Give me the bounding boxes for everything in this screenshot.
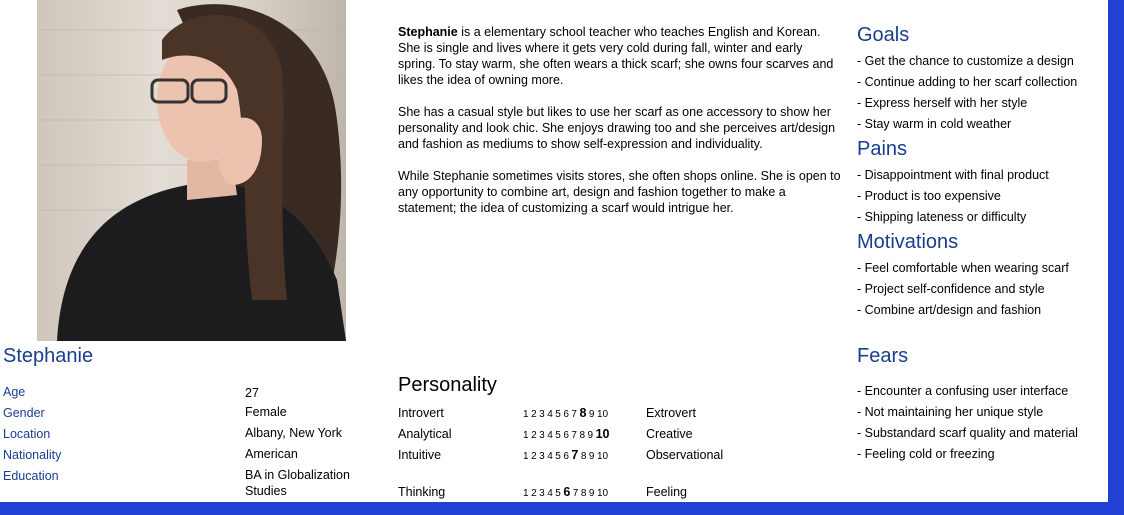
bio-paragraph-1: [398, 24, 843, 88]
scale-number: 2: [531, 430, 537, 441]
scale-selected-number: 7: [571, 448, 579, 462]
scale-number: 6: [563, 430, 569, 441]
scale-number: 2: [531, 488, 537, 499]
scale-number: 3: [539, 488, 545, 499]
scale-number: 2: [531, 451, 537, 462]
pains-list: [857, 165, 1049, 228]
goals-title: Goals: [857, 24, 910, 46]
motivation-item: - Project self-confidence and style: [857, 282, 1045, 296]
bio-name: Stephanie: [398, 25, 458, 39]
scale-number: 9: [588, 409, 595, 420]
scale-number: 4: [547, 488, 553, 499]
scale-number: 1: [523, 430, 529, 441]
trait-scale: [523, 406, 611, 420]
trait-right-label: Creative: [646, 427, 693, 441]
personality-title: Personality: [398, 374, 497, 396]
age-label: Age: [3, 385, 26, 399]
education-label: Education: [3, 469, 59, 483]
age-value: 27: [245, 386, 259, 400]
scale-number: 7: [571, 409, 577, 420]
location-label: Location: [3, 427, 51, 441]
scale-number: 1: [523, 409, 529, 420]
scale-number: 9: [587, 430, 594, 441]
fear-item: - Substandard scarf quality and material: [857, 426, 1078, 440]
trait-right-label: Feeling: [646, 485, 687, 499]
scale-number: 3: [539, 451, 545, 462]
fears-title: Fears: [857, 345, 909, 367]
goals-list: [857, 51, 1077, 135]
education-value: BA in Globalization Studies: [245, 468, 350, 498]
trait-scale: [523, 427, 612, 441]
scale-number: 8: [580, 488, 587, 499]
scale-number: 10: [596, 488, 609, 499]
trait-scale: [523, 485, 611, 499]
persona-photo: [37, 0, 346, 341]
bio-paragraph-2: She has a casual style but likes to use her scarf as one accessory to show her personality and look chic. She enjoys drawing too and she perceives art/design and fashion as mediums to show self-expression and individuality.: [398, 105, 836, 151]
pain-item: - Shipping lateness or difficulty: [857, 210, 1027, 224]
scale-number: 8: [580, 451, 587, 462]
scale-number: 1: [523, 488, 529, 499]
scale-number: 9: [588, 488, 595, 499]
gender-value: Female: [245, 405, 287, 419]
scale-selected-number: 6: [563, 485, 571, 499]
scale-number: 3: [539, 430, 545, 441]
scale-number: 4: [547, 430, 553, 441]
trait-right-label: Extrovert: [646, 406, 697, 420]
trait-left-label: Thinking: [398, 485, 446, 499]
motivation-item: - Combine art/design and fashion: [857, 303, 1042, 317]
gender-label: Gender: [3, 406, 45, 420]
scale-number: 4: [547, 451, 553, 462]
scale-number: 5: [555, 430, 561, 441]
trait-left-label: Intuitive: [398, 448, 442, 462]
scale-selected-number: 8: [579, 406, 587, 420]
trait-left-label: Analytical: [398, 427, 452, 441]
scale-number: 7: [571, 430, 577, 441]
fears-list: [857, 381, 1078, 465]
goal-item: - Express herself with her style: [857, 96, 1028, 110]
location-value: Albany, New York: [245, 426, 343, 440]
scale-number: 6: [563, 451, 569, 462]
scale-number: 10: [596, 451, 609, 462]
scale-number: 5: [555, 451, 561, 462]
motivations-title: Motivations: [857, 231, 959, 253]
goal-item: - Continue adding to her scarf collection: [857, 75, 1078, 89]
scale-selected-number: 10: [595, 427, 610, 441]
scale-number: 1: [523, 451, 529, 462]
scale-number: 2: [531, 409, 537, 420]
pain-item: - Disappointment with final product: [857, 168, 1049, 182]
nationality-label: Nationality: [3, 448, 62, 462]
pain-item: - Product is too expensive: [857, 189, 1001, 203]
scale-number: 7: [572, 488, 579, 499]
scale-number: 9: [588, 451, 595, 462]
scale-number: 5: [555, 488, 561, 499]
scale-number: 6: [563, 409, 569, 420]
trait-right-label: Observational: [646, 448, 724, 462]
goal-item: - Stay warm in cold weather: [857, 117, 1012, 131]
motivations-list: [857, 258, 1069, 321]
scale-number: 4: [547, 409, 553, 420]
scale-number: 8: [579, 430, 585, 441]
bio-paragraph-3: While Stephanie sometimes visits stores, she often shops online. She is open to any opportunity to combine art, design and fashion together to make a statement; the idea of customizing a scarf would intrigue her.: [398, 169, 841, 215]
pains-title: Pains: [857, 138, 908, 160]
trait-scale: [523, 448, 611, 462]
goal-item: - Get the chance to customize a design: [857, 54, 1074, 68]
trait-left-label: Introvert: [398, 406, 444, 420]
nationality-value: American: [245, 447, 298, 461]
fear-item: - Encounter a confusing user interface: [857, 384, 1069, 398]
scale-number: 10: [596, 409, 609, 420]
persona-bio: [398, 24, 843, 232]
scale-number: 5: [555, 409, 561, 420]
persona-portrait-illustration: [37, 0, 346, 341]
persona-name: Stephanie: [3, 345, 94, 367]
bio-p1-text: is a elementary school teacher who teaches English and Korean. She is single and lives where it gets very cold during fall, winter and early spring. To stay warm, she often wears a thick scarf; she owns four scarves and likes the idea of owning more.: [398, 25, 834, 87]
motivation-item: - Feel comfortable when wearing scarf: [857, 261, 1069, 275]
fear-item: - Not maintaining her unique style: [857, 405, 1044, 419]
scale-number: 3: [539, 409, 545, 420]
fear-item: - Feeling cold or freezing: [857, 447, 995, 461]
